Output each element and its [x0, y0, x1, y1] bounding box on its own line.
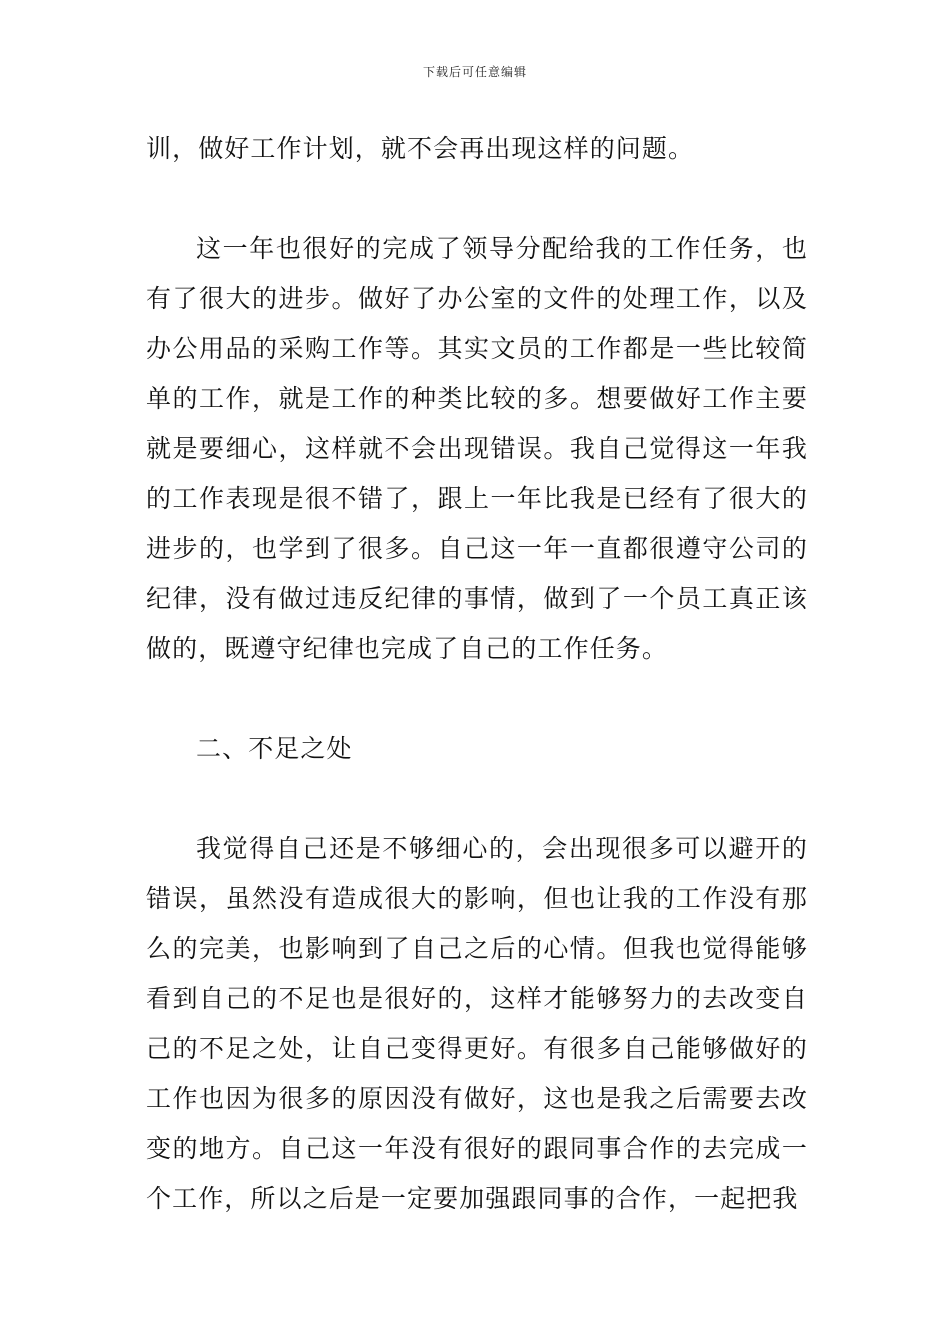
page-header: 下载后可任意编辑	[422, 65, 527, 79]
section-heading: 二、不足之处	[196, 734, 353, 763]
document-body	[146, 124, 808, 1224]
continuation-paragraph: 训，做好工作计划，就不会再出现这样的问题。	[146, 134, 695, 163]
paragraph-gap	[146, 174, 808, 224]
paragraph-gap	[146, 774, 808, 824]
body-paragraph: 我觉得自己还是不够细心的，会出现很多可以避开的错误，虽然没有造成很大的影响，但也让我的工作没有那么的完美，也影响到了自己之后的心情。但我也觉得能够看到自己的不足也是很好的，这样才能够努力的去改变自己的不足之处，让自己变得更好。有很多自己能够做好的工作也因为很多的原因没有做好，这也是我之后需要去改变的地方。自己这一年没有很好的跟同事合作的去完成一个工作，所以之后是一定要加强跟同事的合作，一起把我	[146, 834, 808, 1213]
paragraph-gap	[146, 674, 808, 724]
body-paragraph: 这一年也很好的完成了领导分配给我的工作任务，也有了很大的进步。做好了办公室的文件的处理工作，以及办公用品的采购工作等。其实文员的工作都是一些比较简单的工作，就是工作的种类比较的多。想要做好工作主要就是要细心，这样就不会出现错误。我自己觉得这一年我的工作表现是很不错了，跟上一年比我是已经有了很大的进步的，也学到了很多。自己这一年一直都很遵守公司的纪律，没有做过违反纪律的事情，做到了一个员工真正该做的，既遵守纪律也完成了自己的工作任务。	[146, 234, 808, 663]
